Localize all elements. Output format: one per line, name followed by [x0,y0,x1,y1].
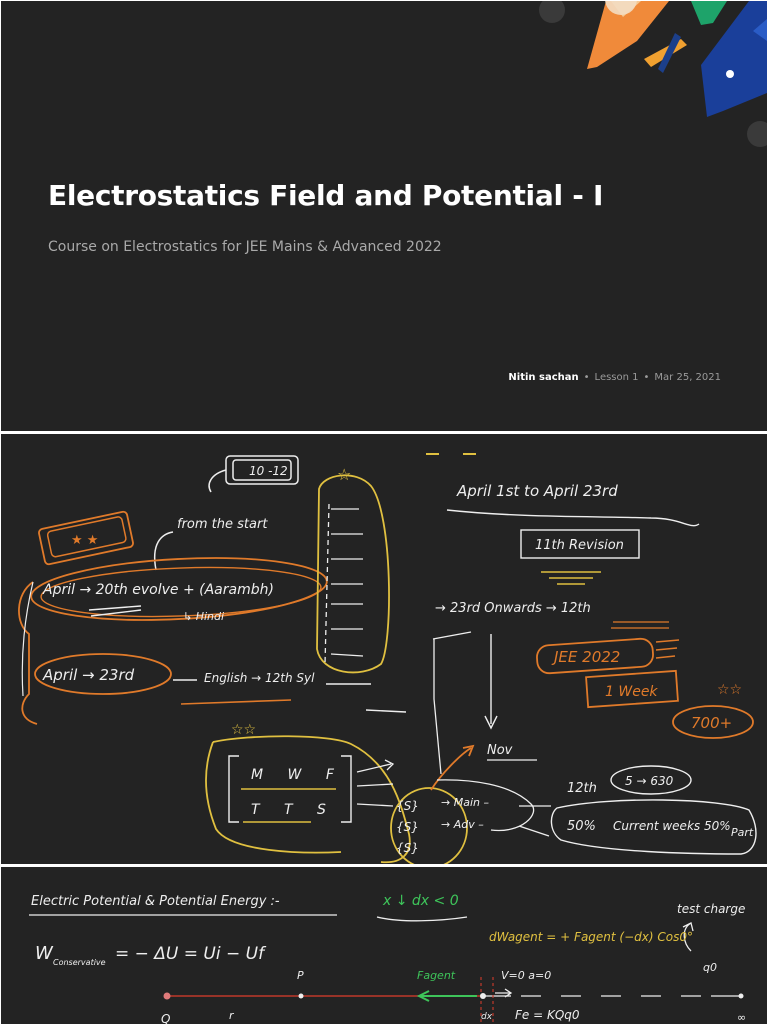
svg-text:☆: ☆ [337,465,352,484]
r-label: r [229,1009,234,1022]
notes-canvas-1 [1,434,767,864]
work-eq-sub: Conservative [53,958,106,967]
nov-text: Nov [487,743,513,758]
charge-q-icon [164,993,171,1000]
s-label-2: {S} [396,820,419,834]
p-label: P [297,969,304,982]
cover-slide [1,1,767,431]
point-p-icon [299,994,304,999]
s-label-1: {S} [396,799,419,813]
lesson-subtitle: Course on Electrostatics for JEE Mains & Advanced 2022 [48,239,442,255]
svg-text:★ ★: ★ ★ [71,533,99,548]
notes-heading: Electric Potential & Potential Energy :- [31,894,280,909]
part-text: Part [731,826,754,839]
april-20-text: April → 20th evolve + (Aarambh) [43,582,274,598]
s-label-3: {S} [396,841,419,855]
svg-text:☆☆: ☆☆ [717,682,743,698]
onwards-text: → 23rd Onwards → 12th [435,601,591,616]
test-charge-text: test charge [677,902,746,916]
notes-page-1 [1,434,767,864]
fe-text: Fe = KQq0 [515,1008,580,1022]
notes-canvas-2 [1,867,767,1024]
box-10-12-text: 10 -12 [249,464,288,478]
lesson-meta: Nitin sachan • Lesson 1 • Mar 25, 2021 [508,372,721,383]
decor-circle-icon [747,121,767,147]
decor-circle-icon [539,1,565,23]
q0-text: q0 [703,961,717,974]
work-eq-right: = − ΔU = Ui − Uf [115,944,265,964]
lesson-title: Electrostatics Field and Potential - I [48,179,604,212]
english-text: English → 12th Syl [204,671,315,685]
dw-eq-text: dWagent = + Fagent (−dx) Cos0° [489,930,693,944]
april-23-text: April → 23rd [43,666,135,684]
fifty-text: 50% [567,819,596,834]
notes-page-2 [1,867,767,1024]
days-top-text: M W F [251,767,344,783]
twelfth-text: 12th [567,781,597,796]
hindi-text: ↳ Hindi [183,610,225,623]
leaf-icon [691,1,727,25]
count-text: 700+ [691,714,733,732]
dx-note-text: x ↓ dx < 0 [383,893,459,909]
current-weeks-text: Current weeks 50% [613,819,731,833]
q-label: Q [161,1012,171,1024]
decorative-shapes [1,1,767,431]
work-eq-left: W [35,943,53,964]
lesson-date: Mar 25, 2021 [654,372,721,383]
svg-text:☆☆: ☆☆ [231,722,257,738]
f-agent-text: Fagent [417,969,456,982]
five-630-text: 5 → 630 [625,774,674,788]
main-text: → Main – [441,796,489,809]
v0-text: V=0 a=0 [501,969,552,982]
april-range-text: April 1st to April 23rd [457,482,618,500]
author-name: Nitin sachan [508,372,579,383]
days-bottom-text: T T S [251,802,336,818]
lesson-number: Lesson 1 [594,372,639,383]
adv-text: → Adv – [441,818,484,831]
infinity-text: ∞ [737,1011,747,1024]
dx-label: dx [481,1012,493,1022]
revision-text: 11th Revision [535,538,624,553]
jee-2022-text: JEE 2022 [554,648,621,666]
one-week-text: 1 Week [605,684,658,700]
from-start-text: from the start [177,517,268,532]
